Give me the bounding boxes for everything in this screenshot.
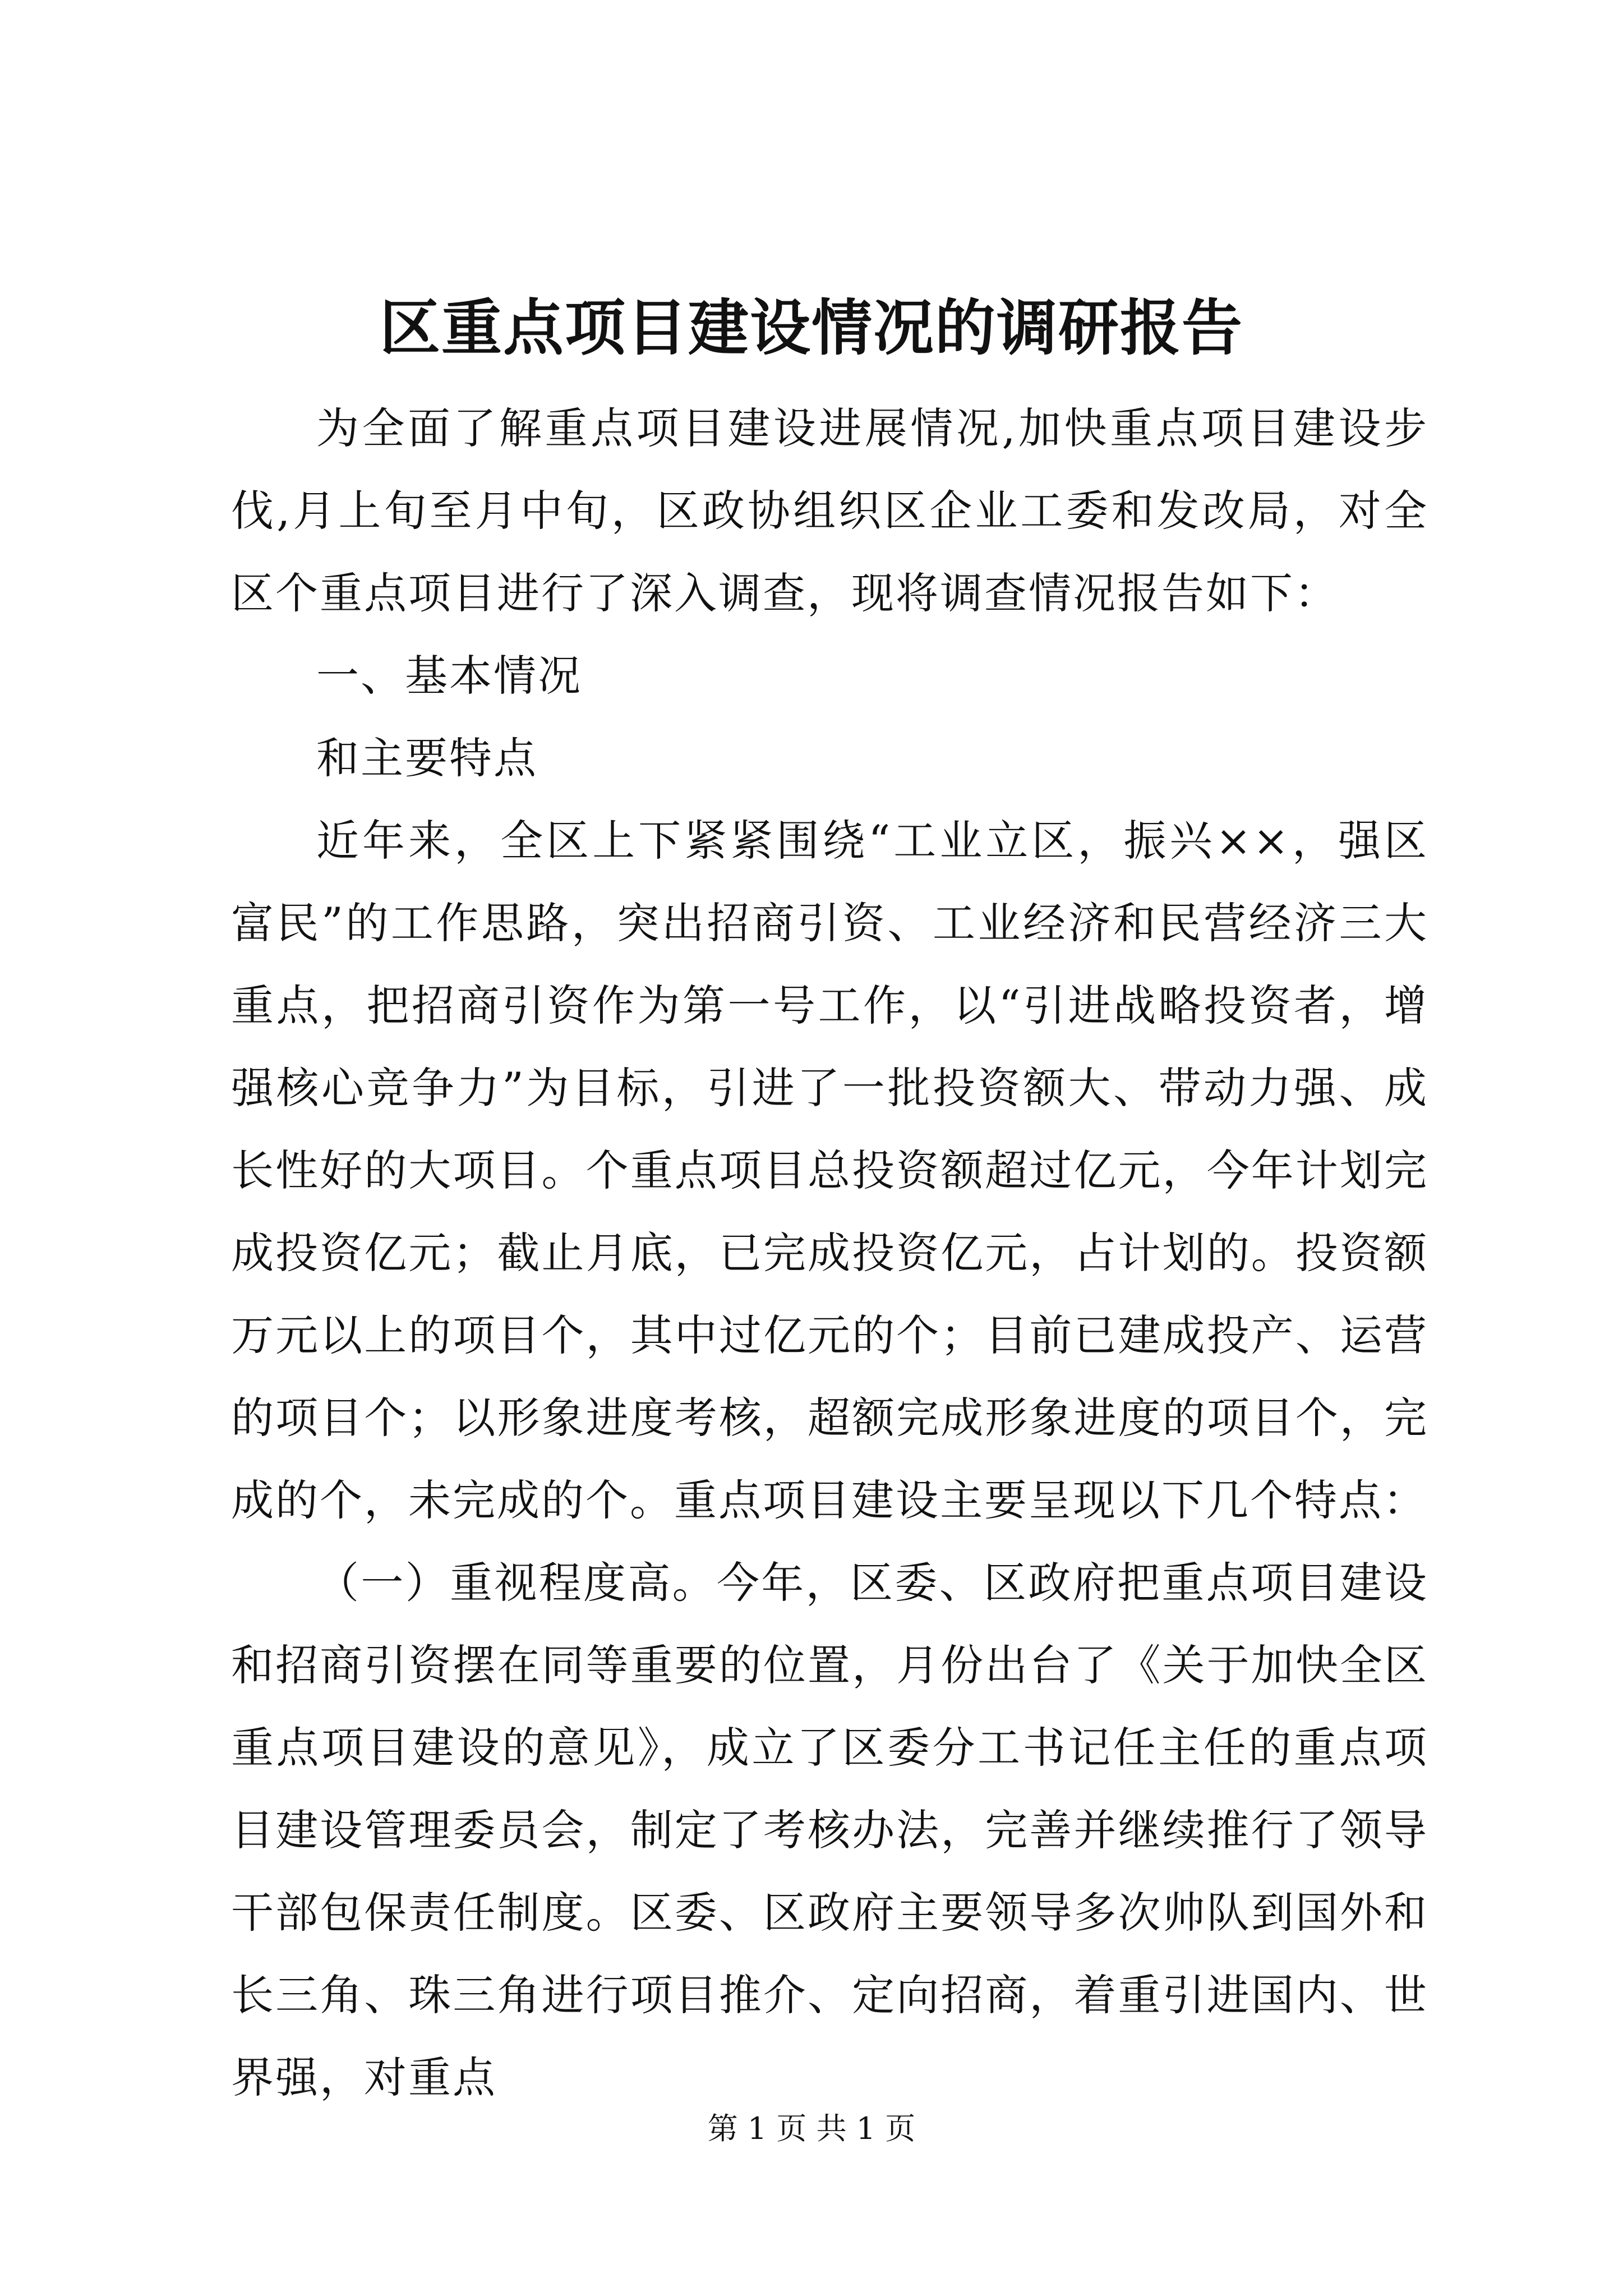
paragraph-point-one: （一）重视程度高。今年，区委、区政府把重点项目建设和招商引资摆在同等重要的位置，月份出台了《关于加快全区重点项目建设的意见》，成立了区委分工书记任主任的重点项目建设管理委员会，制定了考核办法，完善并继续推行了领导干部包保责任制度。区委、区政府主要领导多次帅队到国外和长三角、珠三角进行项目推介、定向招商，着重引进国内、世界强，对重点 <box>231 1558 1428 2102</box>
page-footer: 第 1 页 共 1 页 <box>707 2111 916 2146</box>
section-heading-basic: 一、基本情况 <box>316 651 582 701</box>
section-heading-features: 和主要特点 <box>316 733 538 783</box>
document-title: 区重点项目建设情况的调研报告 <box>379 293 1243 364</box>
document-body <box>231 387 1428 2119</box>
paragraph-intro: 为全面了解重点项目建设进展情况,加快重点项目建设步伐,月上旬至月中旬，区政协组织区企业工委和发改局，对全区个重点项目进行了深入调查，现将调查情况报告如下： <box>231 403 1428 618</box>
paragraph-overview: 近年来，全区上下紧紧围绕“工业立区，振兴××，强区富民”的工作思路，突出招商引资、工业经济和民营经济三大重点，把招商引资作为第一号工作，以“引进战略投资者，增强核心竞争力”为目标，引进了一批投资额大、带动力强、成长性好的大项目。个重点项目总投资额超过亿元，今年计划完成投资亿元；截止月底，已完成投资亿元，占计划的。投资额万元以上的项目个，其中过亿元的个；目前已建成投产、运营的项目个；以形象进度考核，超额完成形象进度的项目个，完成的个，未完成的个。重点项目建设主要呈现以下几个特点： <box>231 816 1428 1525</box>
